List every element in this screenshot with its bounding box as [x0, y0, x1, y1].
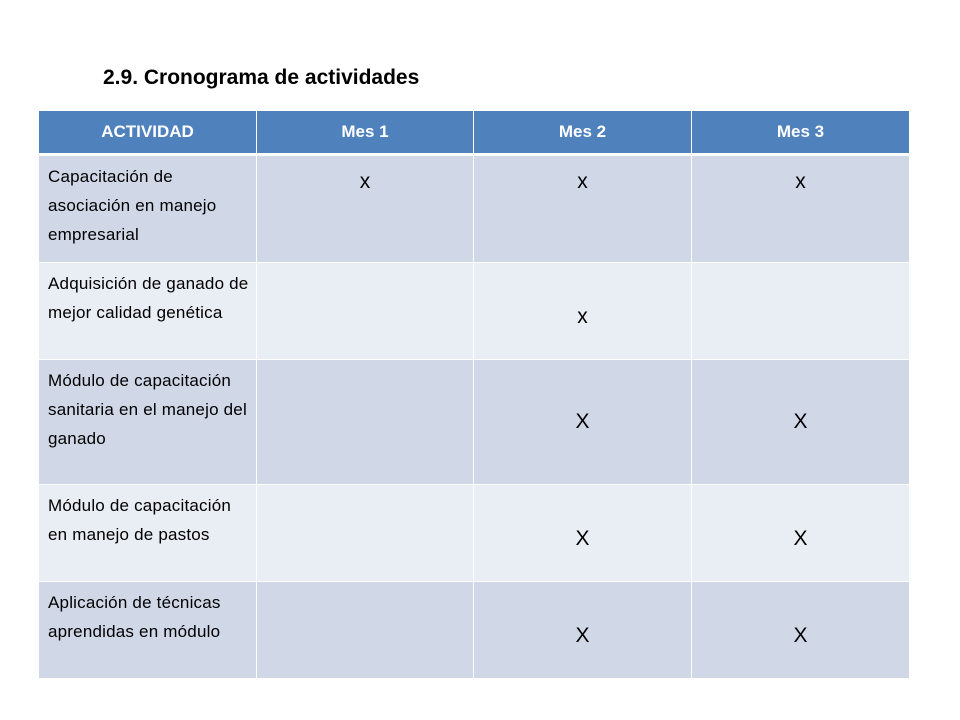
header-mes-2: Mes 2 — [474, 111, 692, 155]
mes-3-cell: X — [692, 360, 910, 485]
table-header-row — [39, 111, 910, 155]
mes-3-cell: x — [692, 155, 910, 263]
mes-3-cell: X — [692, 582, 910, 679]
mes-1-cell: x — [257, 155, 474, 263]
mes-1-cell — [257, 485, 474, 582]
mes-2-cell: X — [474, 582, 692, 679]
activity-cell: Módulo de capacitación en manejo de pastos — [39, 485, 257, 582]
mes-3-cell: X — [692, 485, 910, 582]
section-title: 2.9. Cronograma de actividades — [103, 66, 420, 89]
mes-1-cell — [257, 360, 474, 485]
mes-3-cell — [692, 263, 910, 360]
activity-cell: Capacitación de asociación en manejo empresarial — [39, 155, 257, 263]
mes-2-cell: x — [474, 155, 692, 263]
header-mes-1: Mes 1 — [257, 111, 474, 155]
table-row — [39, 485, 910, 582]
table-row — [39, 263, 910, 360]
table-row — [39, 582, 910, 679]
activity-cell: Aplicación de técnicas aprendidas en módulo — [39, 582, 257, 679]
mes-1-cell — [257, 582, 474, 679]
schedule-table — [38, 111, 910, 679]
activity-cell: Módulo de capacitación sanitaria en el manejo del ganado — [39, 360, 257, 485]
table-row — [39, 360, 910, 485]
header-actividad: ACTIVIDAD — [39, 111, 257, 155]
activity-cell: Adquisición de ganado de mejor calidad genética — [39, 263, 257, 360]
mes-2-cell: X — [474, 360, 692, 485]
mes-1-cell — [257, 263, 474, 360]
header-mes-3: Mes 3 — [692, 111, 910, 155]
mes-2-cell: X — [474, 485, 692, 582]
table-row — [39, 155, 910, 263]
mes-2-cell: x — [474, 263, 692, 360]
